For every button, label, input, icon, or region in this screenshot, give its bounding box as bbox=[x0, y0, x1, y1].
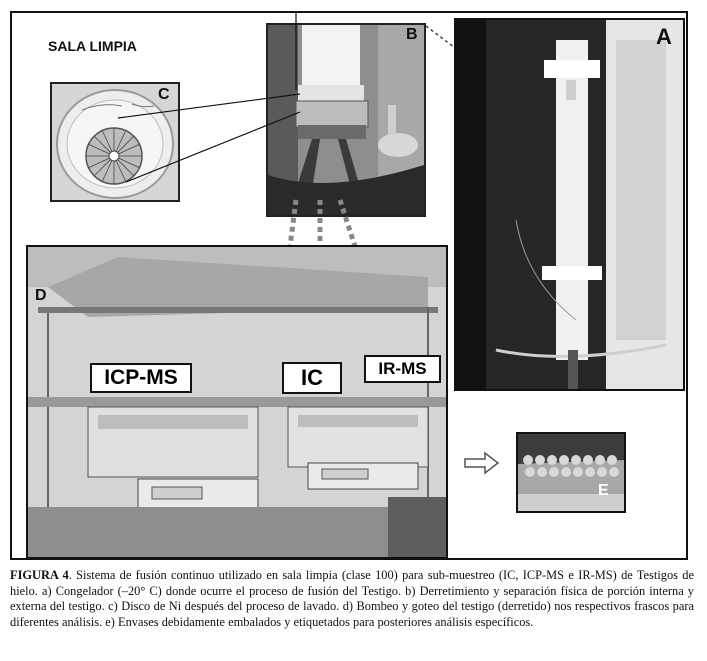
panel-d-photo bbox=[26, 245, 448, 559]
room-label: SALA LIMPIA bbox=[48, 38, 137, 54]
instrument-label-icpms: ICP-MS bbox=[90, 363, 192, 393]
panel-a-label: A bbox=[656, 24, 672, 49]
panel-e-label: E bbox=[598, 482, 609, 499]
panel-d-image bbox=[28, 247, 446, 557]
instrument-label-ic: IC bbox=[282, 362, 342, 394]
instrument-label-irms: IR-MS bbox=[364, 355, 441, 383]
panel-b-label: B bbox=[406, 26, 418, 43]
arrow-to-e-icon bbox=[465, 453, 498, 473]
connector-c-b-upper bbox=[118, 94, 300, 118]
panel-e-photo bbox=[516, 432, 626, 513]
caption-label: FIGURA 4 bbox=[10, 568, 69, 582]
figure-caption bbox=[10, 568, 694, 630]
panel-d-label: D bbox=[35, 287, 47, 304]
panel-c-label: C bbox=[158, 86, 170, 103]
caption-text: . Sistema de fusión continuo utilizado en sala limpia (clase 100) para sub-muestreo (IC, ICP-MS e IR-MS) de Testigos de hielo. a) Congelador (–20° C) donde ocurre el proceso de fusión del Testigo. b) Derretimiento y separación física de porción interna y externa del testigo. c) Disco de Ni después del proceso de lavado. d) Bombeo y goteo del testigo (derretido) nos respectivos frascos para diferentes análisis. e) Envases debidamente embalados y etiquetados para posteriores análisis específicos. bbox=[10, 568, 694, 629]
connector-c-b-lower bbox=[126, 112, 300, 182]
panel-a-photo bbox=[454, 18, 685, 391]
panel-a-image bbox=[456, 20, 683, 389]
